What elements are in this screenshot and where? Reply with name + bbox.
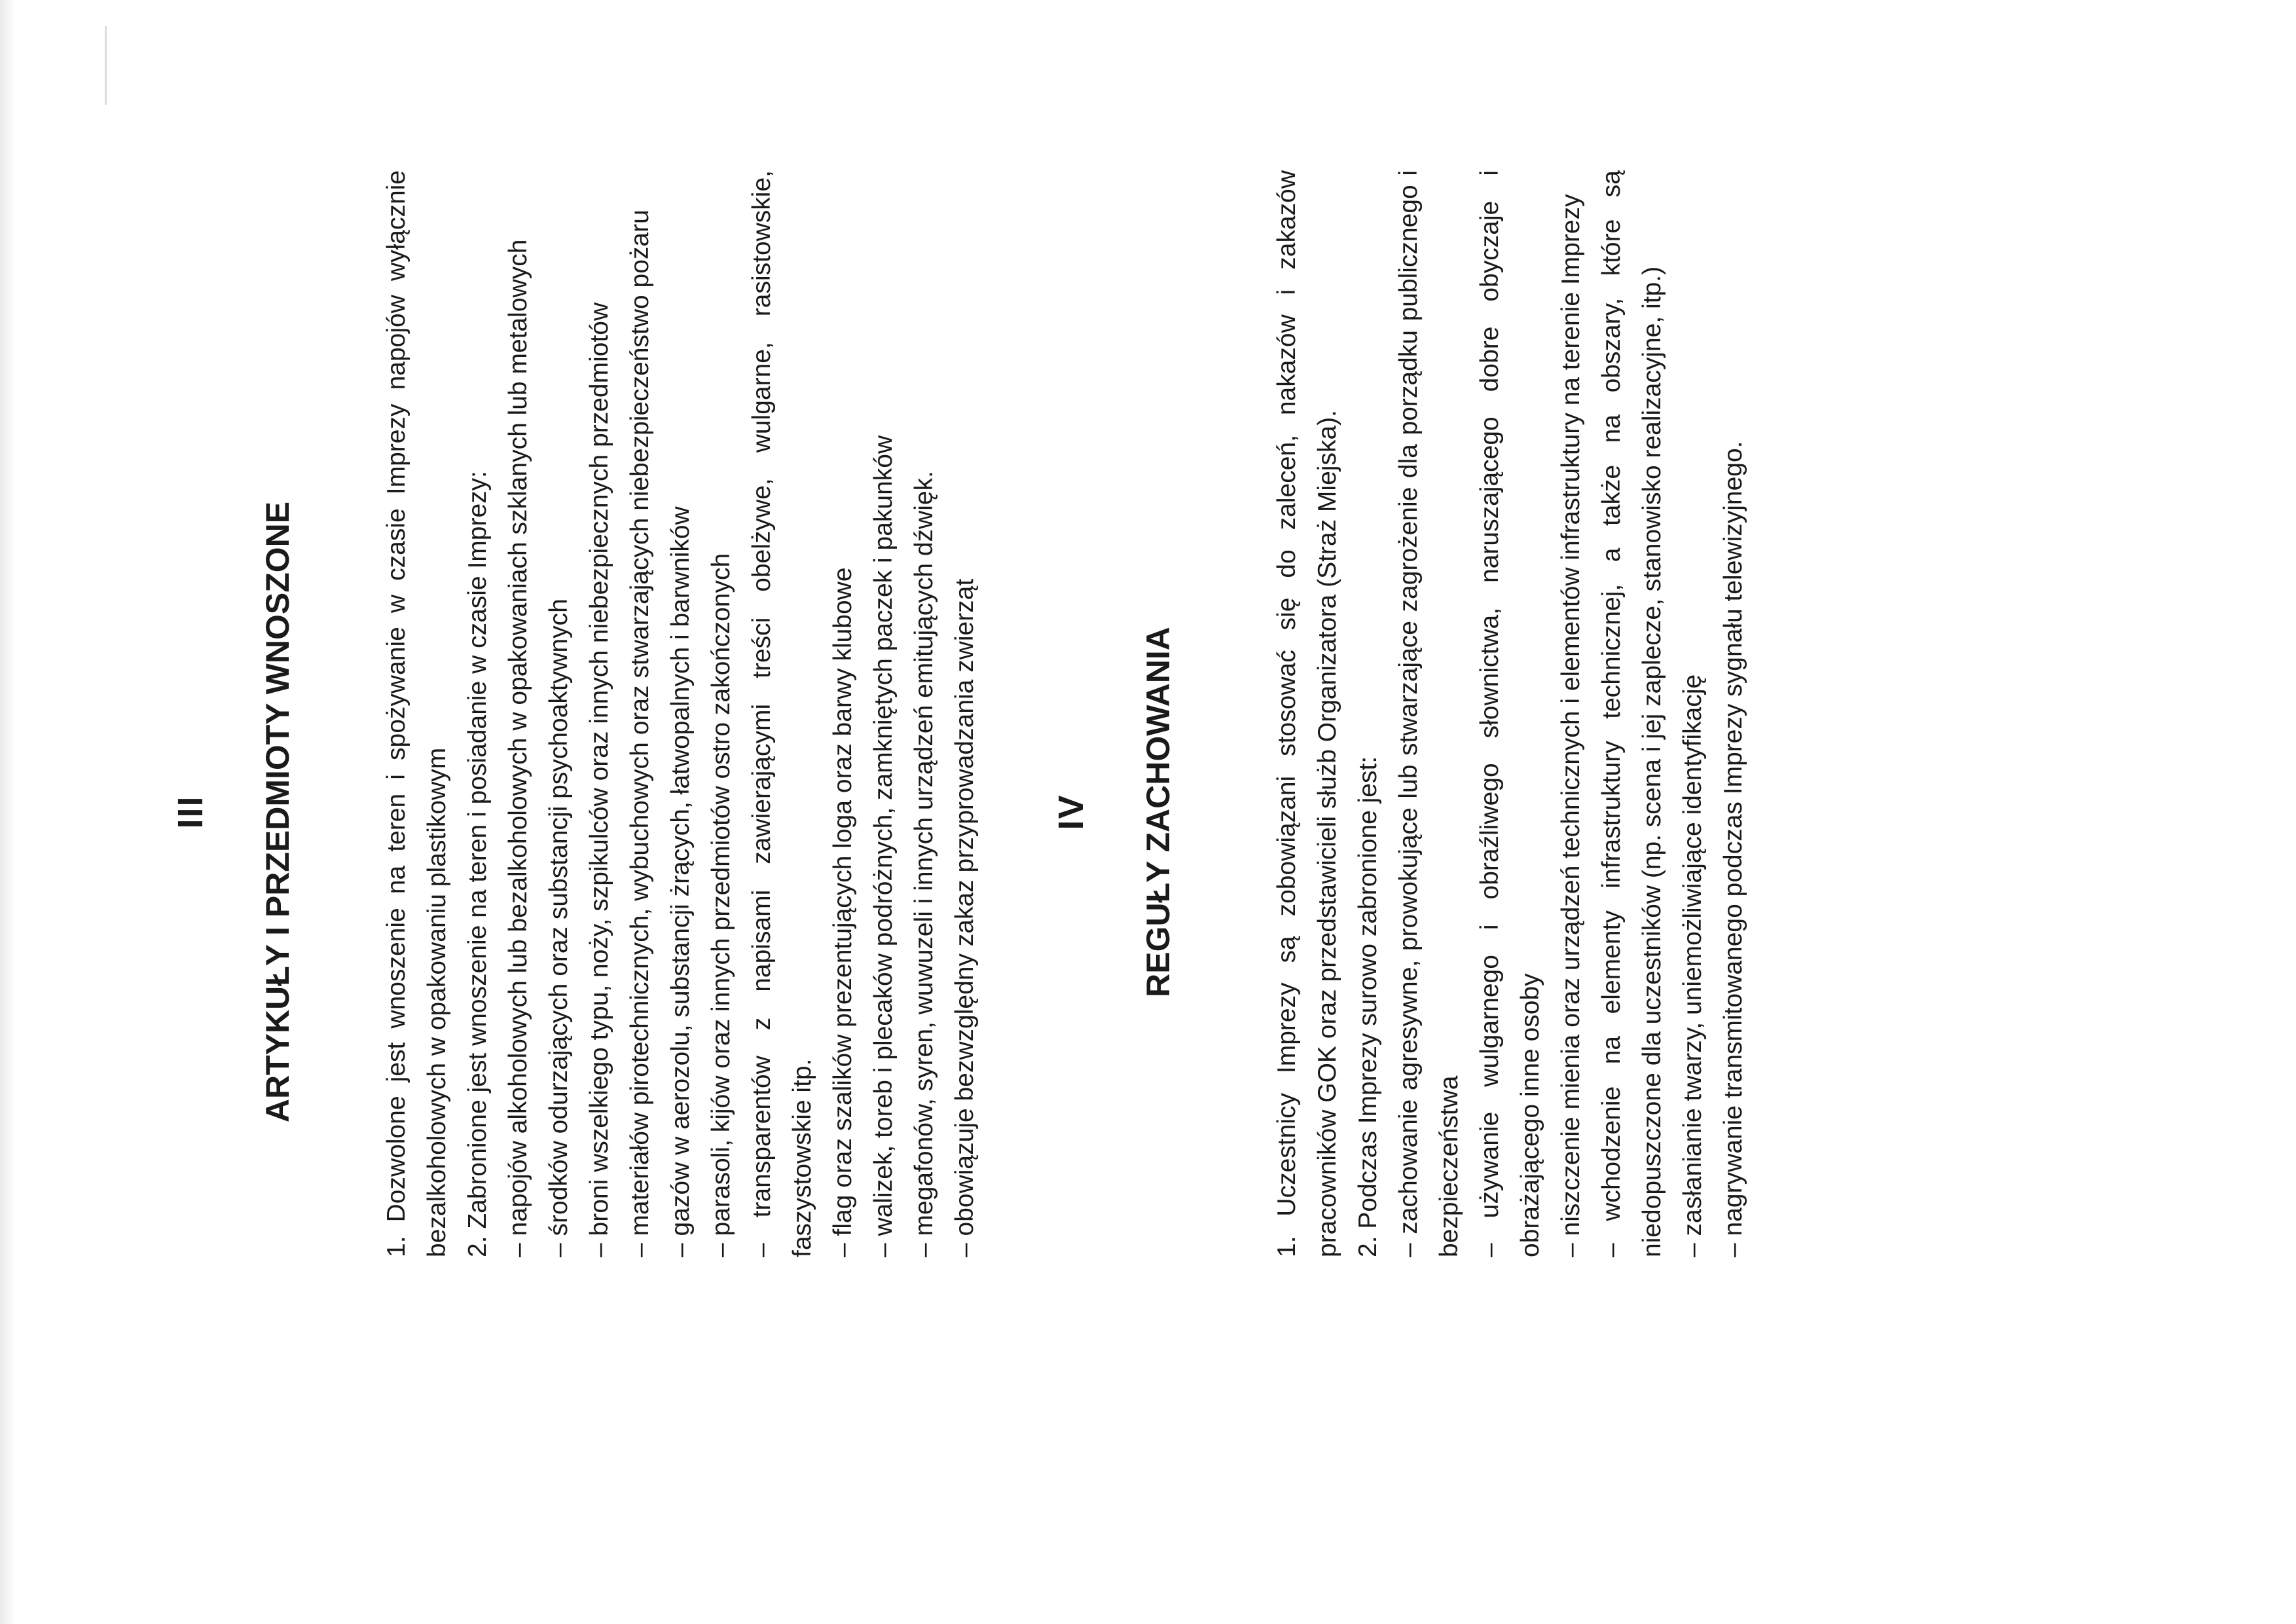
section-4-title: REGUŁY ZACHOWANIA — [1140, 627, 1176, 997]
scan-artifact-mark — [105, 26, 107, 105]
section-3-item: – transparentów z napisami zawierającymi treści obelżywe, wulgarne, rasistowskie, faszystowskie itp. — [748, 170, 816, 1257]
section-3-item: – środków odurzających oraz substancji psychoaktywnych — [545, 599, 573, 1257]
section-3-item: – obowiązuje bezwzględny zakaz przyprowadzania zwierząt — [951, 578, 979, 1257]
section-4-item: – zasłanianie twarzy, uniemożliwiające identyfikację — [1679, 674, 1707, 1257]
section-4-item: – niszczenie mienia oraz urządzeń technicznych i elementów infrastruktury na terenie Imprezy — [1557, 194, 1585, 1257]
section-3-item: – materiałów pirotechnicznych, wybuchowych oraz stwarzających niebezpieczeństwo pożaru — [626, 210, 654, 1257]
section-3-title: ARTYKUŁY I PRZEDMIOTY WNOSZONE — [259, 501, 296, 1123]
section-3-item: – flag oraz szalików prezentujących loga oraz barwy klubowe — [829, 567, 857, 1257]
section-3-item: – parasoli, kijów oraz innych przedmiotów ostro zakończonych — [707, 553, 735, 1257]
section-4-item: 1. Uczestnicy Imprezy są zobowiązani stosować się do zaleceń, nakazów i zakazów pracowników GOK oraz przedstawicieli służb Organizatora (Straż Miejska). — [1273, 170, 1341, 1257]
section-3-item: – napojów alkoholowych lub bezalkoholowych w opakowaniach szklanych lub metalowych — [504, 239, 532, 1257]
section-3-item: – walizek, toreb i plecaków podróżnych, zamkniętych paczek i pakunków — [869, 435, 898, 1257]
section-3-item: 1. Dozwolone jest wnoszenie na teren i spożywanie w czasie Imprezy napojów wyłącznie bezalkoholowych w opakowaniu plastikowym — [382, 170, 451, 1257]
section-3-item: 2. Zabronione jest wnoszenie na teren i posiadanie w czasie Imprezy: — [464, 471, 492, 1257]
section-4-number: IV — [1051, 794, 1091, 830]
section-4-item: – wchodzenie na elementy infrastruktury technicznej, a także na obszary, które są niedopuszczone dla uczestników (np. scena i jej zaplecze, stanowisko realizacyjne, itp.) — [1597, 170, 1666, 1257]
section-3-number: III — [171, 795, 210, 829]
section-4-item: – zachowanie agresywne, prowokujące lub stwarzające zagrożenie dla porządku publicznego i bezpieczeństwa — [1394, 170, 1463, 1257]
section-4-item: – nagrywanie transmitowanego podczas Imprezy sygnału telewizyjnego. — [1719, 441, 1747, 1257]
section-4-item: 2. Podczas Imprezy surowo zabronione jest: — [1354, 756, 1382, 1257]
section-3-item: – broni wszelkiego typu, noży, szpikulców oraz innych niebezpiecznych przedmiotów — [585, 302, 613, 1257]
section-3-body — [376, 170, 985, 1257]
section-3-item: – megafonów, syren, wuwuzeli i innych urządzeń emitujących dźwięk. — [910, 471, 938, 1257]
section-4-item: – używanie wulgarnego i obraźliwego słownictwa, naruszającego dobre obyczaje i obrażającego inne osoby — [1476, 170, 1544, 1257]
section-3-item: – gazów w aerozolu, substancji żrących, łatwopalnych i barwników — [666, 506, 695, 1257]
scan-edge-shadow — [0, 0, 14, 1624]
section-4-body — [1267, 170, 1754, 1257]
